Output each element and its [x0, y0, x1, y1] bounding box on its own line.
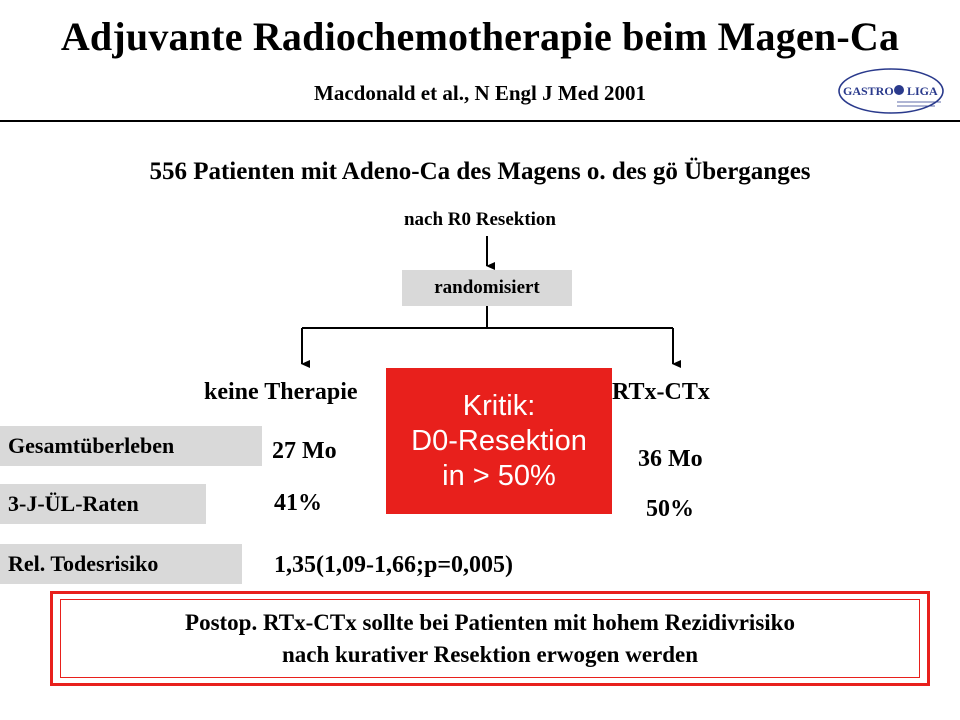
os-no-therapy: 27 Mo — [272, 438, 337, 464]
three-year-rtx-ctx: 50% — [646, 496, 694, 522]
os-rtx-ctx: 36 Mo — [638, 446, 703, 472]
arm-no-therapy: keine Therapie — [204, 379, 358, 405]
critique-heading: Kritik: — [462, 389, 536, 422]
conclusion-line-2: nach kurativer Resektion erwogen werden — [281, 641, 699, 667]
randomization-box: randomisiert — [402, 270, 572, 306]
svg-text:GASTRO: GASTRO — [843, 84, 894, 98]
conclusion-line-1: Postop. RTx-CTx sollte bei Patienten mit hohem Rezidivrisiko — [185, 609, 795, 635]
critique-detail-2: in > 50% — [442, 459, 556, 492]
slide-title: Adjuvante Radiochemotherapie beim Magen-Ca — [60, 14, 900, 59]
label-relative-death-risk: Rel. Todesrisiko — [0, 544, 242, 584]
label-overall-survival: Gesamtüberleben — [0, 426, 262, 466]
citation: Macdonald et al., N Engl J Med 2001 — [314, 81, 646, 105]
critique-detail-1: D0-Resektion — [411, 424, 587, 457]
critique-box — [386, 368, 612, 514]
three-year-no-therapy: 41% — [274, 490, 322, 516]
relative-death-risk-value: 1,35(1,09-1,66;p=0,005) — [274, 552, 513, 578]
study-population: 556 Patienten mit Adeno-Ca des Magens o. des gö Überganges — [149, 158, 811, 185]
resection-condition: nach R0 Resektion — [403, 209, 556, 230]
svg-text:LIGA: LIGA — [907, 84, 938, 98]
label-three-year-survival: 3-J-ÜL-Raten — [0, 484, 206, 524]
conclusion-box — [60, 599, 920, 678]
arm-rtx-ctx: RTx-CTx — [612, 379, 710, 405]
